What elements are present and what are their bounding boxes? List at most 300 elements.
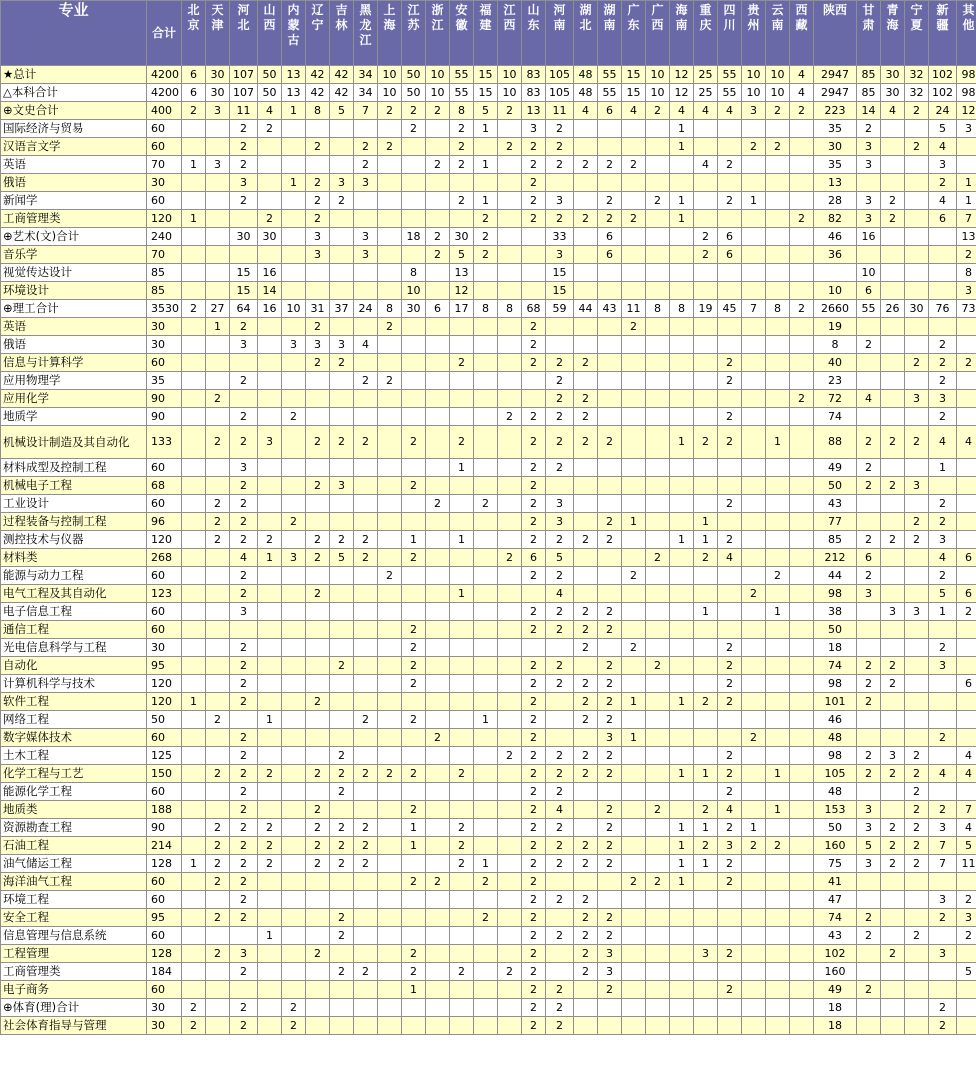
table-row	[1, 801, 976, 819]
quota-cell	[282, 603, 306, 621]
quota-cell	[574, 657, 598, 675]
table-row	[1, 639, 976, 657]
quota-cell: 160	[814, 963, 857, 981]
quota-cell	[766, 390, 790, 408]
quota-cell: 3	[306, 336, 330, 354]
quota-cell: 2	[598, 909, 622, 927]
quota-cell	[694, 318, 718, 336]
quota-cell	[766, 282, 790, 300]
quota-cell	[402, 909, 426, 927]
quota-cell	[306, 747, 330, 765]
quota-cell	[498, 891, 522, 909]
quota-cell: 1	[670, 531, 694, 549]
quota-cell	[790, 621, 814, 639]
quota-cell: 3	[206, 156, 230, 174]
total-cell: 400	[147, 102, 182, 120]
quota-cell	[474, 945, 498, 963]
quota-cell: 2	[474, 873, 498, 891]
quota-cell	[498, 477, 522, 495]
quota-cell: 2	[905, 801, 929, 819]
quota-cell	[378, 336, 402, 354]
quota-cell	[498, 603, 522, 621]
total-cell: 60	[147, 891, 182, 909]
quota-cell	[905, 336, 929, 354]
quota-cell	[646, 945, 670, 963]
quota-cell: 4	[857, 390, 881, 408]
quota-cell	[206, 693, 230, 711]
quota-cell	[881, 354, 905, 372]
total-cell: 60	[147, 729, 182, 747]
quota-cell	[670, 801, 694, 819]
quota-cell: 2	[546, 837, 574, 855]
quota-cell	[694, 909, 718, 927]
quota-cell	[857, 963, 881, 981]
quota-cell	[378, 156, 402, 174]
quota-cell	[354, 873, 378, 891]
quota-cell: 105	[546, 84, 574, 102]
quota-cell	[378, 495, 402, 513]
quota-cell	[790, 549, 814, 567]
quota-cell	[426, 336, 450, 354]
quota-cell	[790, 567, 814, 585]
quota-cell	[574, 801, 598, 819]
quota-cell: 3	[881, 603, 905, 621]
quota-cell: 3	[354, 246, 378, 264]
total-cell: 120	[147, 210, 182, 228]
quota-cell: 2	[694, 837, 718, 855]
quota-cell: 43	[598, 300, 622, 318]
quota-cell: 2	[282, 408, 306, 426]
quota-cell	[258, 801, 282, 819]
quota-cell	[498, 336, 522, 354]
quota-cell	[718, 729, 742, 747]
quota-cell: 2	[282, 1017, 306, 1035]
quota-cell: 2	[330, 354, 354, 372]
quota-cell: 2	[230, 372, 258, 390]
quota-cell	[182, 909, 206, 927]
quota-cell	[742, 873, 766, 891]
major-name-cell: 国际经济与贸易	[1, 120, 147, 138]
quota-cell	[450, 657, 474, 675]
quota-cell: 2	[402, 621, 426, 639]
quota-cell	[282, 138, 306, 156]
quota-cell: 44	[574, 300, 598, 318]
quota-cell: 10	[646, 84, 670, 102]
quota-cell	[742, 927, 766, 945]
quota-cell: 11	[957, 855, 976, 873]
quota-cell	[258, 891, 282, 909]
quota-cell	[546, 174, 574, 192]
quota-cell: 15	[474, 66, 498, 84]
header-province: 湖南	[598, 1, 622, 66]
quota-cell: 2	[378, 567, 402, 585]
total-cell: 35	[147, 372, 182, 390]
quota-cell: 4	[929, 549, 957, 567]
quota-cell	[646, 819, 670, 837]
quota-cell	[474, 999, 498, 1017]
quota-cell	[929, 675, 957, 693]
quota-cell: 2	[306, 354, 330, 372]
quota-cell: 2	[206, 390, 230, 408]
quota-cell	[282, 567, 306, 585]
header-province: 四川	[718, 1, 742, 66]
header-province: 其他	[957, 1, 976, 66]
quota-cell	[498, 192, 522, 210]
quota-cell	[790, 855, 814, 873]
quota-cell: 2	[718, 426, 742, 459]
quota-cell	[282, 819, 306, 837]
quota-cell	[742, 603, 766, 621]
quota-cell	[694, 747, 718, 765]
quota-cell	[306, 495, 330, 513]
quota-cell	[881, 801, 905, 819]
quota-cell: 4	[881, 102, 905, 120]
header-province: 湖北	[574, 1, 598, 66]
quota-cell: 2	[881, 837, 905, 855]
quota-cell: 3	[742, 102, 766, 120]
quota-cell: 2	[474, 228, 498, 246]
quota-cell: 2	[522, 408, 546, 426]
quota-cell	[957, 336, 976, 354]
quota-cell	[282, 192, 306, 210]
quota-cell: 2	[522, 711, 546, 729]
quota-cell	[622, 192, 646, 210]
quota-cell	[282, 963, 306, 981]
quota-cell: 105	[546, 66, 574, 84]
quota-cell	[718, 477, 742, 495]
quota-cell	[694, 711, 718, 729]
quota-cell: 15	[546, 282, 574, 300]
quota-cell	[694, 336, 718, 354]
total-cell: 150	[147, 765, 182, 783]
quota-cell	[306, 891, 330, 909]
quota-cell: 18	[814, 999, 857, 1017]
quota-cell	[905, 174, 929, 192]
quota-cell	[450, 945, 474, 963]
quota-cell	[498, 783, 522, 801]
quota-cell: 1	[766, 426, 790, 459]
quota-cell: 2	[598, 765, 622, 783]
quota-cell: 2	[230, 801, 258, 819]
quota-cell	[306, 1017, 330, 1035]
quota-cell: 2	[766, 138, 790, 156]
quota-cell	[354, 585, 378, 603]
quota-cell: 2	[230, 693, 258, 711]
quota-cell	[258, 567, 282, 585]
quota-cell: 3	[881, 747, 905, 765]
quota-cell: 2	[306, 549, 330, 567]
quota-cell	[282, 585, 306, 603]
quota-cell	[622, 675, 646, 693]
quota-cell	[905, 408, 929, 426]
quota-cell: 30	[206, 84, 230, 102]
quota-cell	[742, 264, 766, 282]
table-row	[1, 210, 976, 228]
quota-cell	[258, 693, 282, 711]
header-province: 广东	[622, 1, 646, 66]
major-name-cell: 石油工程	[1, 837, 147, 855]
total-cell: 60	[147, 120, 182, 138]
quota-cell	[718, 909, 742, 927]
quota-cell	[574, 372, 598, 390]
quota-cell: 8	[402, 264, 426, 282]
quota-cell: 8	[766, 300, 790, 318]
quota-cell	[742, 390, 766, 408]
table-row	[1, 264, 976, 282]
quota-cell	[182, 354, 206, 372]
table-row	[1, 783, 976, 801]
quota-cell	[598, 495, 622, 513]
quota-cell: 2	[598, 426, 622, 459]
quota-cell	[474, 981, 498, 999]
quota-cell: 14	[258, 282, 282, 300]
quota-cell	[402, 210, 426, 228]
quota-cell	[718, 318, 742, 336]
quota-cell	[450, 783, 474, 801]
table-row	[1, 66, 976, 84]
quota-cell: 2	[206, 945, 230, 963]
quota-cell	[957, 372, 976, 390]
quota-cell	[646, 354, 670, 372]
quota-cell: 50	[258, 84, 282, 102]
quota-cell	[622, 426, 646, 459]
quota-cell	[881, 372, 905, 390]
quota-cell	[330, 228, 354, 246]
quota-cell: 5	[450, 246, 474, 264]
quota-cell: 48	[574, 66, 598, 84]
quota-cell: 2	[546, 819, 574, 837]
quota-cell: 8	[498, 300, 522, 318]
quota-cell	[646, 120, 670, 138]
quota-cell	[622, 495, 646, 513]
quota-cell	[670, 945, 694, 963]
quota-cell	[881, 264, 905, 282]
quota-cell: 98	[814, 747, 857, 765]
quota-cell	[929, 981, 957, 999]
quota-cell	[378, 693, 402, 711]
quota-cell	[622, 891, 646, 909]
quota-cell	[929, 318, 957, 336]
quota-cell: 2	[522, 675, 546, 693]
quota-cell	[857, 621, 881, 639]
quota-cell	[282, 639, 306, 657]
quota-cell	[354, 693, 378, 711]
quota-cell	[306, 729, 330, 747]
quota-cell: 83	[522, 84, 546, 102]
quota-cell	[378, 246, 402, 264]
quota-cell: 1	[929, 603, 957, 621]
table-row	[1, 585, 976, 603]
quota-cell: 2	[857, 567, 881, 585]
quota-cell	[378, 639, 402, 657]
quota-cell	[330, 621, 354, 639]
quota-cell: 2	[718, 531, 742, 549]
total-cell: 125	[147, 747, 182, 765]
quota-cell	[742, 495, 766, 513]
quota-cell	[857, 1017, 881, 1035]
quota-cell	[574, 174, 598, 192]
quota-cell	[206, 549, 230, 567]
table-row	[1, 354, 976, 372]
quota-cell	[718, 513, 742, 531]
quota-cell	[354, 909, 378, 927]
quota-cell: 2	[230, 747, 258, 765]
quota-cell	[330, 873, 354, 891]
quota-cell	[282, 264, 306, 282]
quota-cell: 2	[790, 210, 814, 228]
quota-cell	[742, 549, 766, 567]
quota-cell: 2	[426, 156, 450, 174]
quota-cell: 10	[857, 264, 881, 282]
quota-cell	[905, 192, 929, 210]
quota-cell	[474, 567, 498, 585]
quota-cell: 50	[814, 621, 857, 639]
quota-cell	[354, 408, 378, 426]
quota-cell	[881, 639, 905, 657]
quota-cell	[182, 336, 206, 354]
quota-cell: 2	[905, 354, 929, 372]
quota-cell: 2	[330, 747, 354, 765]
quota-cell: 2	[546, 138, 574, 156]
quota-cell	[426, 801, 450, 819]
total-cell: 60	[147, 567, 182, 585]
quota-cell	[670, 354, 694, 372]
quota-cell: 3	[957, 282, 976, 300]
quota-cell	[718, 963, 742, 981]
quota-cell	[766, 408, 790, 426]
quota-cell: 2	[546, 1017, 574, 1035]
quota-cell: 2	[598, 657, 622, 675]
quota-cell: 2	[206, 855, 230, 873]
major-name-cell: 新闻学	[1, 192, 147, 210]
quota-cell	[790, 693, 814, 711]
quota-cell: 1	[474, 120, 498, 138]
quota-cell	[354, 318, 378, 336]
total-cell: 30	[147, 336, 182, 354]
quota-cell: 2	[790, 390, 814, 408]
quota-cell	[929, 783, 957, 801]
quota-cell	[546, 729, 574, 747]
quota-cell: 1	[694, 603, 718, 621]
total-cell: 188	[147, 801, 182, 819]
quota-cell: 7	[354, 102, 378, 120]
quota-cell	[694, 477, 718, 495]
quota-cell	[646, 138, 670, 156]
table-row	[1, 372, 976, 390]
quota-cell	[182, 174, 206, 192]
quota-cell	[881, 408, 905, 426]
quota-cell: 2	[522, 693, 546, 711]
quota-cell: 2	[206, 711, 230, 729]
quota-cell: 34	[354, 66, 378, 84]
quota-cell: 18	[814, 1017, 857, 1035]
total-cell: 120	[147, 531, 182, 549]
quota-cell: 2	[522, 603, 546, 621]
quota-cell	[206, 657, 230, 675]
quota-cell: 5	[929, 585, 957, 603]
quota-cell: 2	[546, 855, 574, 873]
quota-cell: 2	[957, 603, 976, 621]
quota-cell	[258, 675, 282, 693]
quota-cell	[646, 210, 670, 228]
quota-cell: 2	[522, 819, 546, 837]
quota-cell: 2	[574, 531, 598, 549]
quota-cell	[646, 891, 670, 909]
quota-cell: 2	[330, 765, 354, 783]
quota-cell	[258, 945, 282, 963]
quota-cell: 8	[378, 300, 402, 318]
major-name-cell: 通信工程	[1, 621, 147, 639]
quota-cell: 2	[354, 711, 378, 729]
quota-cell	[206, 747, 230, 765]
quota-cell	[498, 639, 522, 657]
quota-cell: 2	[622, 318, 646, 336]
quota-cell	[354, 981, 378, 999]
quota-cell	[790, 585, 814, 603]
quota-cell: 2	[230, 855, 258, 873]
quota-cell: 2	[258, 531, 282, 549]
major-name-cell: 能源与动力工程	[1, 567, 147, 585]
quota-cell	[330, 495, 354, 513]
quota-cell: 102	[929, 66, 957, 84]
quota-cell	[574, 819, 598, 837]
quota-cell: 2	[718, 639, 742, 657]
major-name-cell: 英语	[1, 156, 147, 174]
quota-cell	[694, 264, 718, 282]
quota-cell: 98	[814, 675, 857, 693]
table-row	[1, 531, 976, 549]
total-cell: 60	[147, 927, 182, 945]
quota-cell	[905, 246, 929, 264]
quota-cell	[766, 639, 790, 657]
quota-cell	[598, 459, 622, 477]
quota-cell	[378, 228, 402, 246]
quota-cell	[574, 999, 598, 1017]
quota-cell	[766, 927, 790, 945]
quota-cell	[574, 282, 598, 300]
quota-cell: 2	[718, 192, 742, 210]
quota-cell	[426, 120, 450, 138]
quota-cell: 2	[694, 693, 718, 711]
quota-cell	[790, 174, 814, 192]
quota-cell	[670, 1017, 694, 1035]
quota-cell: 2	[646, 801, 670, 819]
quota-cell	[378, 192, 402, 210]
quota-cell	[354, 675, 378, 693]
quota-cell: 2	[378, 372, 402, 390]
quota-cell: 64	[230, 300, 258, 318]
quota-cell	[598, 138, 622, 156]
quota-cell: 83	[522, 66, 546, 84]
quota-cell: 2	[206, 909, 230, 927]
quota-cell: 2	[230, 1017, 258, 1035]
quota-cell	[282, 372, 306, 390]
quota-cell: 2	[881, 531, 905, 549]
quota-cell	[646, 639, 670, 657]
quota-cell	[306, 711, 330, 729]
quota-cell: 23	[814, 372, 857, 390]
quota-cell	[646, 318, 670, 336]
quota-cell: 2	[450, 855, 474, 873]
quota-cell	[182, 246, 206, 264]
quota-cell	[258, 174, 282, 192]
quota-cell	[258, 1017, 282, 1035]
quota-cell: 2	[929, 1017, 957, 1035]
quota-cell: 1	[474, 192, 498, 210]
quota-cell	[766, 354, 790, 372]
major-name-cell: 油气储运工程	[1, 855, 147, 873]
quota-cell	[258, 246, 282, 264]
